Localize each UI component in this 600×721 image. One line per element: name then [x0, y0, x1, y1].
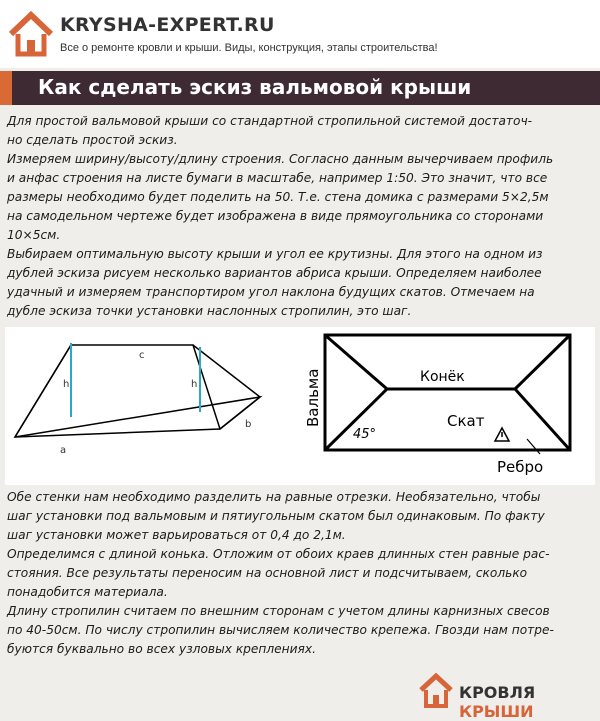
- footer-brand-left: КРОВЛЯ: [459, 683, 536, 702]
- label-h-right: h: [191, 379, 198, 390]
- label-rafter: Ребро: [497, 458, 544, 476]
- paragraph-rafters: Длину стропилин считаем по внешним сторонам с учетом длины карнизных свесов по 40-50см. По числу стропилин вычисляем количество крепежа. Гвозди нам потре- буются буквально во всех узловых креплениях.: [7, 604, 554, 656]
- label-b: b: [245, 419, 252, 430]
- roof-diagram: [5, 327, 595, 485]
- hip-roof-3d-sketch: [15, 343, 260, 456]
- label-c: c: [139, 350, 145, 361]
- footer-brand-right: КРЫШИ: [459, 702, 534, 721]
- page-title: Как сделать эскиз вальмовой крыши: [38, 75, 472, 99]
- label-h-left: h: [63, 379, 70, 390]
- paragraph-ridge-length: Определимся с длиной конька. Отложим от обоих краев длинных стен равные рас- стояния. Все результаты переносим на основной лист и подсчитываем, сколько понадобится материала.: [7, 547, 550, 599]
- label-a: a: [60, 445, 67, 456]
- paragraph-measure: Измеряем ширину/высоту/длину строения. Согласно данным вычерчиваем профиль и анфас строения на листе бумаги в масштабе, например 1:50. Это значит, что все размеры необходимо будет поделить на 50. Т.е. стена домика с размерами 5×2,5м на самодельном чертеже будет изображена в виде прямоугольника со сторонами 10×5см.: [7, 152, 554, 242]
- house-logo-icon: [8, 10, 54, 58]
- label-slope: Скат: [447, 412, 485, 430]
- title-accent: [0, 71, 12, 105]
- label-ridge: Конёк: [420, 369, 465, 385]
- site-tagline: Все о ремонте кровли и крыши. Виды, конструкция, этапы строительства!: [60, 42, 438, 54]
- paragraph-height: Выбираем оптимальную высоту крыши и угол ее крутизны. Для этого на одном из дублей эскиза рисуем несколько вариантов абриса крыши. Определяем наиболее удачный и измеряем транспортиром угол наклона будущих скатов. Отмечаем на дубле эскиза точки установки наслонных стропилин, это шаг.: [7, 247, 543, 318]
- footer-house-logo-icon: [418, 672, 454, 710]
- paragraph-intro: Для простой вальмовой крыши со стандартной стропильной системой достаточ- но сделать простой эскиз.: [7, 114, 533, 147]
- paragraph-step: Обе стенки нам необходимо разделить на равные отрезки. Необязательно, чтобы шаг установки под вальмовым и пятиугольным скатом был одинаковым. По факту шаг установки может варьироваться от 0,4 до 2,1м.: [7, 490, 545, 542]
- hip-roof-plan: [304, 335, 570, 476]
- title-bar: [0, 71, 600, 105]
- label-hip: Вальма: [304, 368, 322, 427]
- footer-brand[interactable]: [459, 683, 600, 721]
- site-name[interactable]: KRYSHA-EXPERT.RU: [60, 14, 275, 36]
- site-header: [0, 0, 600, 68]
- label-angle: 45°: [353, 427, 377, 442]
